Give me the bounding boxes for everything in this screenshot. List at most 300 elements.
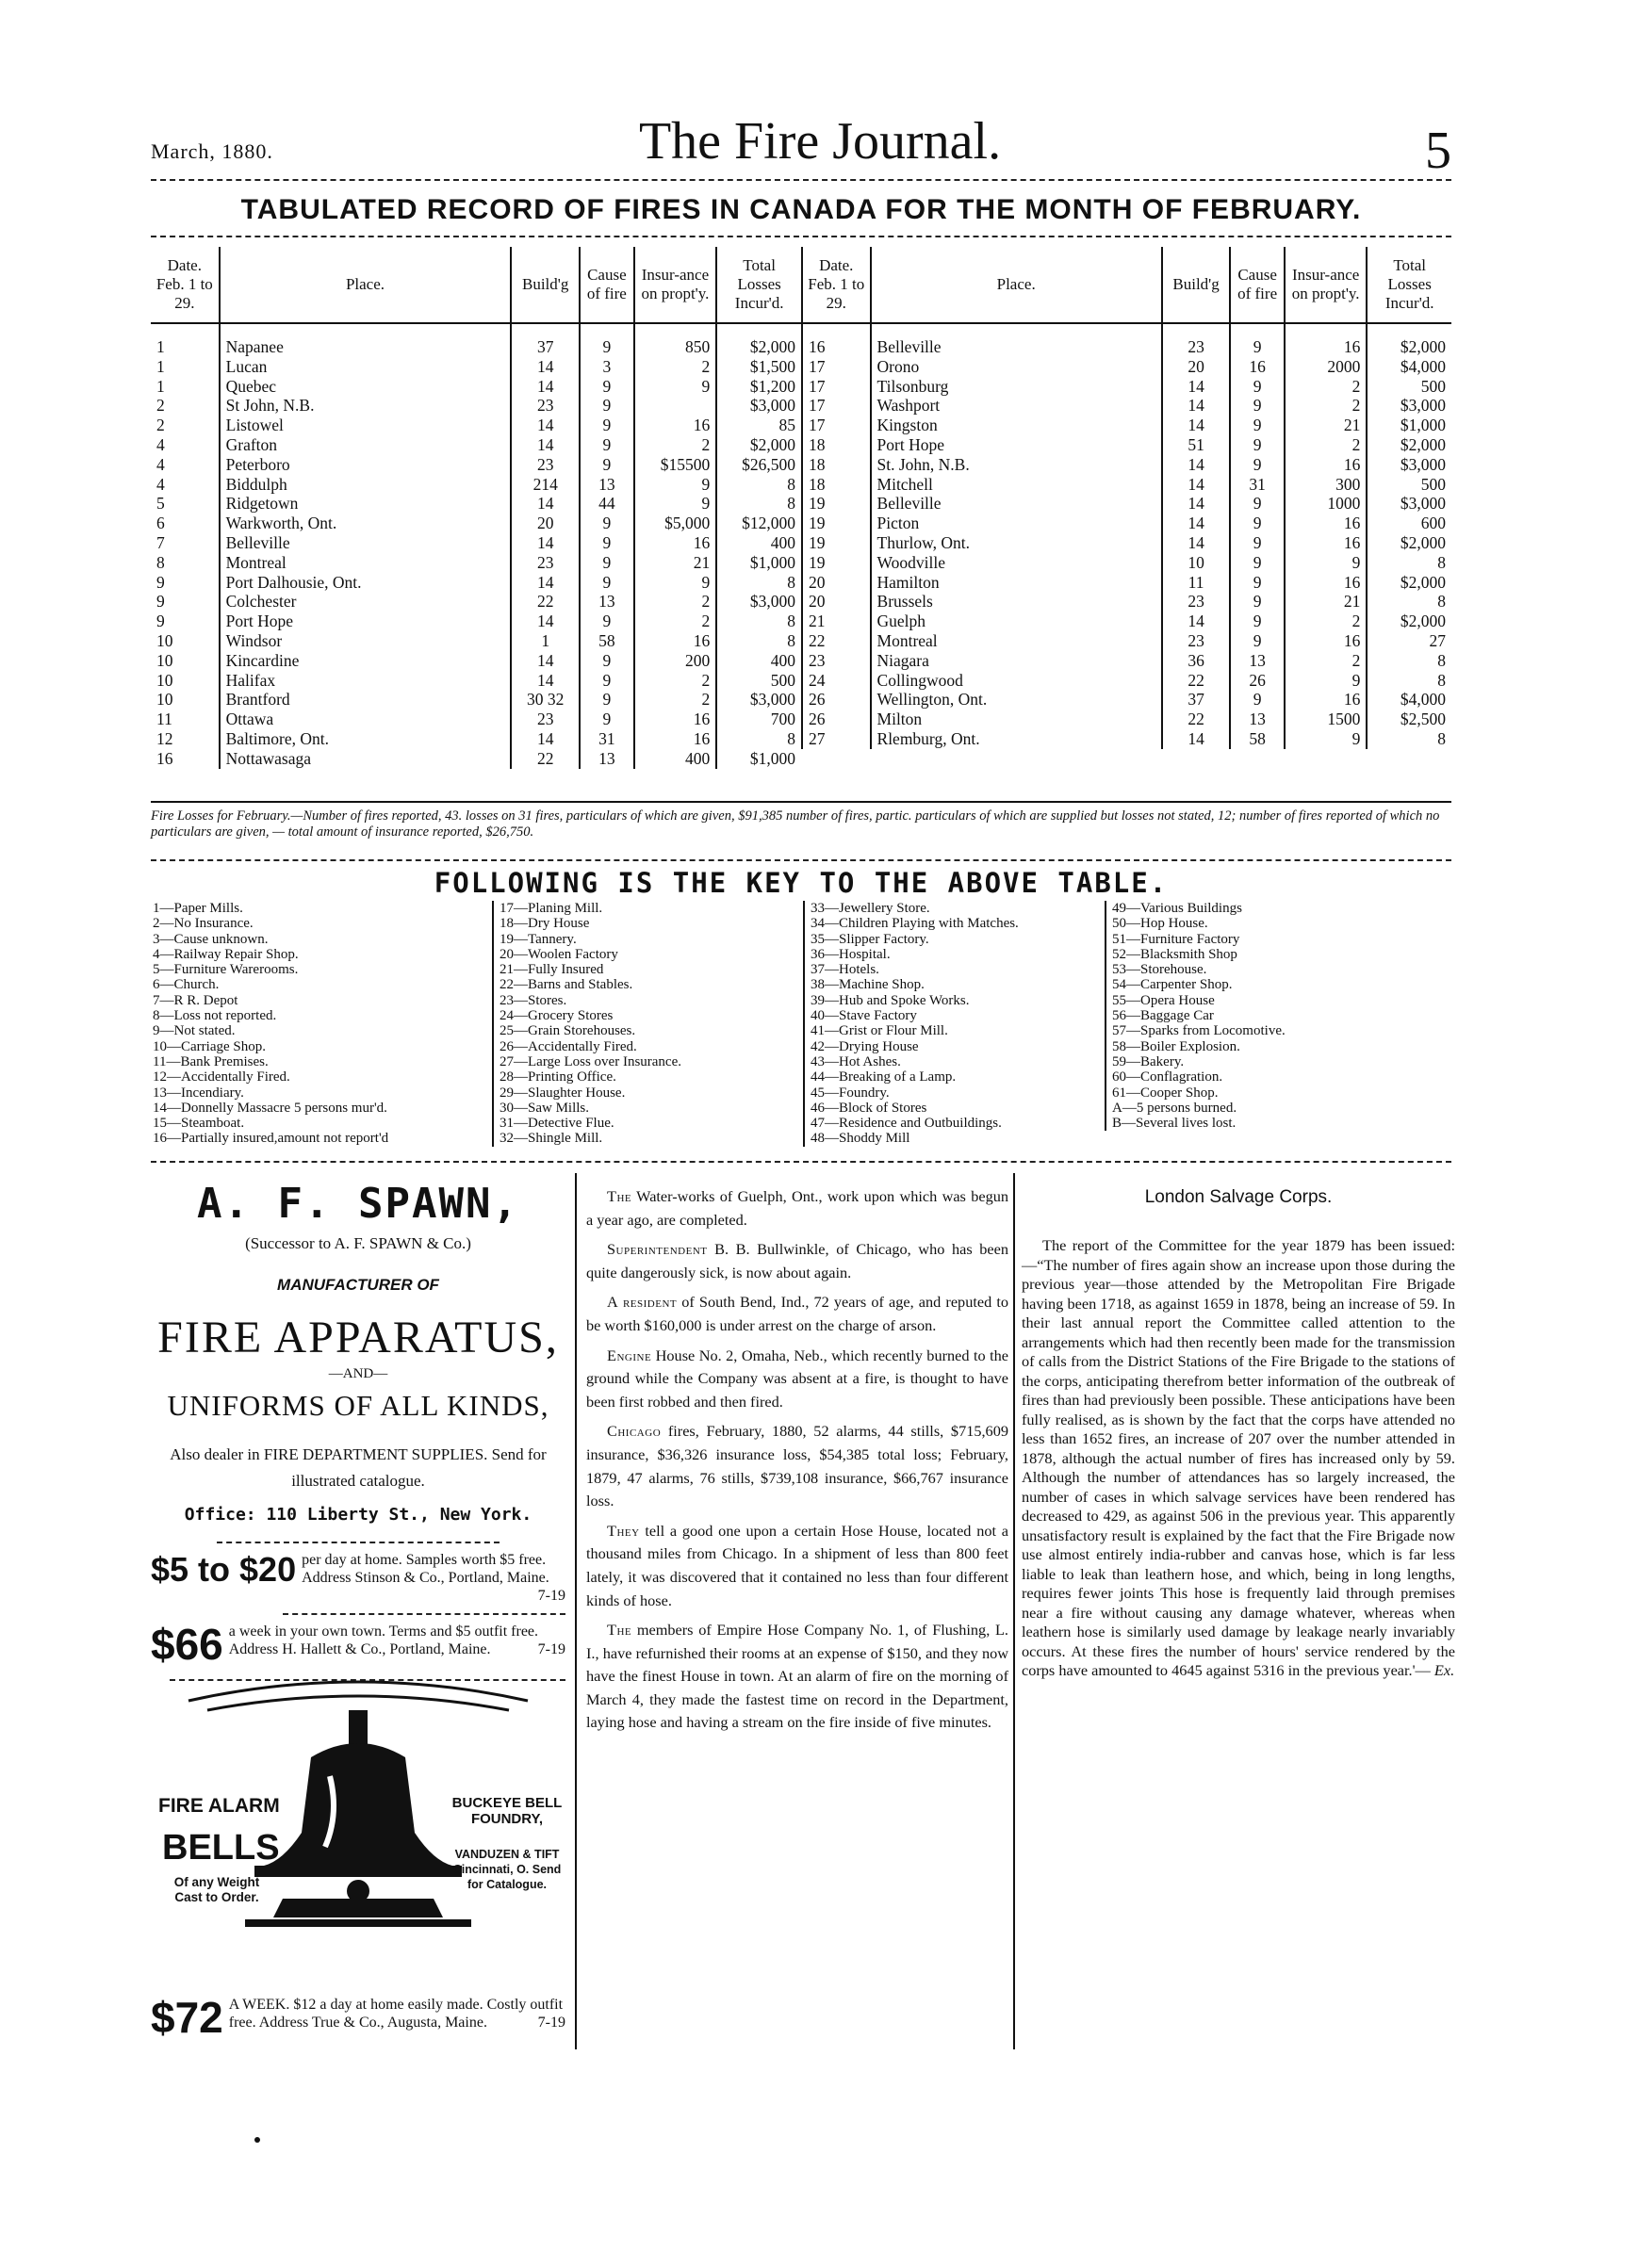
total-loss-cell: $2,000 <box>1367 612 1451 631</box>
date-cell: 23 <box>802 651 871 671</box>
key-entry: 51—Furniture Factory <box>1112 931 1240 947</box>
total-loss-cell: 8 <box>1367 553 1451 573</box>
place-cell: Port Dalhousie, Ont. <box>220 573 512 593</box>
total-loss-cell: $3,000 <box>1367 396 1451 416</box>
place-cell: Windsor <box>220 631 512 651</box>
building-cell: 23 <box>511 396 580 416</box>
key-entry: 42—Drying House <box>811 1038 919 1054</box>
insurance-cell: 850 <box>634 323 717 357</box>
cause-cell: 16 <box>1230 357 1285 377</box>
fire-table-row <box>802 494 1451 514</box>
ad-66-price: $66 <box>151 1620 223 1669</box>
total-loss-cell: $1,000 <box>1367 416 1451 435</box>
key-entry: 37—Hotels. <box>811 962 879 978</box>
total-loss-cell: $3,000 <box>716 592 801 612</box>
place-cell: Montreal <box>220 553 512 573</box>
total-loss-cell: $2,000 <box>1367 435 1451 455</box>
fire-table-row <box>151 377 801 397</box>
date-cell: 16 <box>156 748 173 768</box>
key-entry: 23—Stores. <box>500 992 567 1008</box>
insurance-cell: 16 <box>1285 455 1367 475</box>
cause-cell: 13 <box>580 749 634 769</box>
total-loss-cell: 8 <box>716 573 801 593</box>
place-cell: Woodville <box>871 553 1162 573</box>
key-entry: 28—Printing Office. <box>500 1069 616 1085</box>
cause-cell: 9 <box>1230 631 1285 651</box>
key-entry: B—Several lives lost. <box>1112 1116 1237 1132</box>
place-cell: Belleville <box>220 533 512 553</box>
place-cell: Halifax <box>220 671 512 691</box>
place-cell: St. John, N.B. <box>871 455 1162 475</box>
news-item <box>586 1520 1008 1612</box>
cause-cell: 44 <box>580 494 634 514</box>
key-column-1 <box>153 901 492 1147</box>
building-cell: 14 <box>511 494 580 514</box>
total-loss-cell: $2,000 <box>1367 533 1451 553</box>
fire-table-row <box>151 494 801 514</box>
news-item-text: tell a good one upon a certain Hose House, located not a thousand miles from Chicago. In a shipment of less than 800 feet lately, it was discovered that it contained no less than four different kinds of hose. <box>586 1521 1008 1609</box>
ad-divider <box>283 1613 565 1615</box>
news-item <box>586 1619 1008 1735</box>
building-cell: 14 <box>511 357 580 377</box>
ad-72-code: 7-19 <box>537 2015 565 2031</box>
cause-cell: 9 <box>1230 592 1285 612</box>
date-cell: 4 <box>156 454 165 474</box>
cause-cell: 9 <box>580 671 634 691</box>
total-loss-cell: 500 <box>716 671 801 691</box>
cause-cell: 9 <box>580 455 634 475</box>
building-cell: 14 <box>1162 416 1231 435</box>
cause-cell: 58 <box>1230 729 1285 749</box>
key-entry: 41—Grist or Flour Mill. <box>811 1023 948 1039</box>
place-cell: Belleville <box>871 494 1162 514</box>
cause-cell: 9 <box>1230 533 1285 553</box>
place-cell: Grafton <box>220 435 512 455</box>
column-rule-1 <box>575 1173 577 2049</box>
key-entry: 5—Furniture Warerooms. <box>153 962 299 978</box>
spawn-ad-name: A. F. SPAWN, <box>197 1180 519 1228</box>
salvage-article-text: The report of the Committee for the year 1879 has been issued:—“The number of fires again show an increase upon those during the previous year—those attended by the Metropolitan Fire Brigade having been 1718, as against 1659 in 1878, being an increase of 59. In their last annual report the Committee called attention to the arrangements which had then recently been made for the transmission of calls from the District Stations of the Fire Brigade to the stations of the corps, anticipating therefrom better information of the outbreak of fires than had previously been possible. These anticipations have been fully realised, as is shown by the fact that the corps have attended no less than 1652 fires, an increase of 207 over the number attended in 1878, although the actual number of fires has increased only by 59. Although the number of attendances has so largely increased, the number of cases in which salvage services have been rendered has decreased to 429, as against 506 in the previous year. This apparently unsatisfactory result is explained by the fact that the Fire Brigade now use almost entirely india-rubber and canvas hose, which is far less liable to leak than leathern hose, and which, being in long lengths, requires fewer joints This hose is frequently laid through premises near a fire without causing any damage whatever, whereas when leathern hose is similarly used damage by leakage nearly invariably occurs. At these fires the number of hours' service rendered by the corps have amounted to 4645 against 5316 in the previous year.'— <box>1022 1236 1455 1679</box>
salvage-article-source: Ex. <box>1433 1661 1455 1679</box>
total-loss-cell: $12,000 <box>716 514 801 533</box>
ad-divider <box>217 1542 500 1543</box>
date-cell: 16 <box>802 323 871 357</box>
news-item <box>586 1185 1008 1232</box>
fire-table-row <box>151 357 801 377</box>
news-item-text: B. B. Bullwinkle, of Chicago, who has been quite dangerously sick, is now about again. <box>586 1240 1008 1281</box>
fire-table-row <box>151 455 801 475</box>
cause-cell: 9 <box>580 323 634 357</box>
total-loss-cell: $3,000 <box>716 396 801 416</box>
insurance-cell: $5,000 <box>634 514 717 533</box>
building-cell: 14 <box>1162 455 1231 475</box>
building-cell: 14 <box>511 573 580 593</box>
place-cell: Brussels <box>871 592 1162 612</box>
insurance-cell: 16 <box>1285 690 1367 710</box>
place-cell: Colchester <box>220 592 512 612</box>
insurance-cell: 1500 <box>1285 710 1367 729</box>
cause-cell: 31 <box>580 729 634 749</box>
col-header-insurance: Insur-ance on propt'y. <box>634 247 717 323</box>
key-bottom-divider <box>151 1161 1451 1163</box>
news-item-lead: Chicago <box>607 1422 662 1441</box>
insurance-cell: 1000 <box>1285 494 1367 514</box>
place-cell: Thurlow, Ont. <box>871 533 1162 553</box>
cause-cell: 9 <box>580 651 634 671</box>
total-loss-cell: 85 <box>716 416 801 435</box>
insurance-cell: 2 <box>634 671 717 691</box>
header-divider <box>151 179 1451 181</box>
place-cell: Kingston <box>871 416 1162 435</box>
date-cell: 17 <box>802 357 871 377</box>
place-cell: Peterboro <box>220 455 512 475</box>
fire-table-row <box>151 592 801 612</box>
building-cell: 10 <box>1162 553 1231 573</box>
ad-72 <box>151 1993 565 2042</box>
key-entry: 46—Block of Stores <box>811 1100 927 1116</box>
insurance-cell: 16 <box>634 729 717 749</box>
key-entry: 48—Shoddy Mill <box>811 1131 910 1147</box>
key-entry: 55—Opera House <box>1112 992 1215 1008</box>
key-entry: 22—Barns and Stables. <box>500 977 633 993</box>
total-loss-cell: $1,500 <box>716 357 801 377</box>
key-entry: 10—Carriage Shop. <box>153 1038 266 1054</box>
key-heading: FOLLOWING IS THE KEY TO THE ABOVE TABLE. <box>434 867 1169 899</box>
total-loss-cell: $3,000 <box>1367 455 1451 475</box>
insurance-cell: 9 <box>1285 729 1367 749</box>
cause-cell: 3 <box>580 357 634 377</box>
building-cell: 36 <box>1162 651 1231 671</box>
cause-cell: 9 <box>1230 553 1285 573</box>
insurance-cell: $15500 <box>634 455 717 475</box>
key-entry: 43—Hot Ashes. <box>811 1053 901 1069</box>
fire-table-right <box>801 247 1451 749</box>
date-cell: 12 <box>156 728 173 748</box>
fire-table-row <box>802 455 1451 475</box>
key-entry: 3—Cause unknown. <box>153 931 269 947</box>
building-cell: 1 <box>511 631 580 651</box>
building-cell: 20 <box>1162 357 1231 377</box>
spawn-ad-and: —AND— <box>328 1366 388 1381</box>
place-cell: Hamilton <box>871 573 1162 593</box>
building-cell: 14 <box>1162 729 1231 749</box>
col-header-insurance: Insur-ance on propt'y. <box>1285 247 1367 323</box>
table-top-divider <box>151 236 1451 237</box>
insurance-cell: 2 <box>1285 377 1367 397</box>
col-header-place: Place. <box>871 247 1162 323</box>
ad-5-to-20-text: per day at home. Samples worth $5 free. Address Stinson & Co., Portland, Maine. <box>302 1552 549 1586</box>
building-cell: 23 <box>511 710 580 729</box>
insurance-cell: 2 <box>634 435 717 455</box>
date-cell: 19 <box>802 494 871 514</box>
insurance-cell: 9 <box>634 475 717 495</box>
news-item-lead: Superintendent <box>607 1240 708 1259</box>
key-column-3 <box>803 901 1112 1147</box>
date-cell: 20 <box>802 592 871 612</box>
place-cell: Baltimore, Ont. <box>220 729 512 749</box>
insurance-cell: 2 <box>1285 612 1367 631</box>
fire-table-row <box>802 612 1451 631</box>
total-loss-cell: 8 <box>716 631 801 651</box>
news-item-lead: The <box>607 1187 632 1205</box>
col-header-date: Date. Feb. 1 to 29. <box>802 247 871 323</box>
insurance-cell: 16 <box>1285 533 1367 553</box>
cause-cell: 9 <box>1230 416 1285 435</box>
fire-table-row <box>151 475 801 495</box>
fire-table-row <box>151 553 801 573</box>
key-entry: 4—Railway Repair Shop. <box>153 946 299 962</box>
news-item-text: House No. 2, Omaha, Neb., which recently burned to the ground while the Company was absent at a fire, is thought to have been first robbed and then fired. <box>586 1346 1009 1411</box>
place-cell: Quebec <box>220 377 512 397</box>
key-entry: 7—R R. Depot <box>153 992 238 1008</box>
date-cell: 19 <box>802 553 871 573</box>
place-cell: St John, N.B. <box>220 396 512 416</box>
ad-5-to-20 <box>151 1551 565 1605</box>
key-entry: 1—Paper Mills. <box>153 901 243 916</box>
key-entry: 20—Woolen Factory <box>500 946 618 962</box>
date-cell: 9 <box>156 592 165 612</box>
key-entry: 17—Planing Mill. <box>500 901 603 916</box>
fire-table-row <box>802 710 1451 729</box>
cause-cell: 13 <box>1230 651 1285 671</box>
col-header-total-losses: Total Losses Incur'd. <box>1367 247 1451 323</box>
building-cell: 14 <box>511 671 580 691</box>
date-cell: 8 <box>156 552 165 572</box>
key-entry: 57—Sparks from Locomotive. <box>1112 1023 1286 1039</box>
total-loss-cell: 8 <box>716 729 801 749</box>
key-entry: 60—Conflagration. <box>1112 1069 1223 1085</box>
total-loss-cell: $1,200 <box>716 377 801 397</box>
date-cell: 9 <box>156 612 165 631</box>
key-entry: 25—Grain Storehouses. <box>500 1023 636 1039</box>
date-cell: 7 <box>156 532 165 552</box>
cause-cell: 9 <box>1230 514 1285 533</box>
total-loss-cell: $2,000 <box>1367 323 1451 357</box>
key-entry: 36—Hospital. <box>811 946 891 962</box>
building-cell: 14 <box>511 435 580 455</box>
ad-66 <box>151 1620 565 1669</box>
place-cell: Niagara <box>871 651 1162 671</box>
fire-table-row <box>151 323 801 357</box>
column-rule-2 <box>1013 1173 1015 2049</box>
place-cell: Napanee <box>220 323 512 357</box>
key-entry: 59—Bakery. <box>1112 1053 1185 1069</box>
date-cell: 9 <box>156 572 165 592</box>
bell-ad-foundry-name: BUCKEYE BELL FOUNDRY, <box>451 1795 563 1827</box>
total-loss-cell: 8 <box>716 494 801 514</box>
date-cell: 26 <box>802 690 871 710</box>
key-column-2 <box>492 901 811 1147</box>
cause-cell: 9 <box>1230 455 1285 475</box>
place-cell: Lucan <box>220 357 512 377</box>
cause-cell: 9 <box>580 377 634 397</box>
cause-cell: 9 <box>1230 323 1285 357</box>
spawn-ad-uniforms: UNIFORMS OF ALL KINDS, <box>167 1389 549 1422</box>
date-cell: 24 <box>802 671 871 691</box>
fire-table-row <box>802 592 1451 612</box>
key-entry: 27—Large Loss over Insurance. <box>500 1053 681 1069</box>
fire-table-row <box>802 357 1451 377</box>
insurance-cell: 16 <box>1285 323 1367 357</box>
total-loss-cell: 27 <box>1367 631 1451 651</box>
building-cell: 14 <box>1162 533 1231 553</box>
total-loss-cell: 500 <box>1367 377 1451 397</box>
key-entry: 11—Bank Premises. <box>153 1053 269 1069</box>
building-cell: 14 <box>1162 475 1231 495</box>
building-cell: 14 <box>1162 612 1231 631</box>
ad-66-code: 7-19 <box>537 1641 565 1657</box>
issue-date: March, 1880. <box>151 139 273 163</box>
total-loss-cell: 700 <box>716 710 801 729</box>
fire-table-row <box>802 533 1451 553</box>
building-cell: 23 <box>1162 631 1231 651</box>
total-loss-cell: $1,000 <box>716 749 801 769</box>
place-cell: Picton <box>871 514 1162 533</box>
cause-cell: 13 <box>580 475 634 495</box>
place-cell: Wellington, Ont. <box>871 690 1162 710</box>
date-cell: 5 <box>156 494 165 514</box>
fire-table-row <box>802 435 1451 455</box>
ad-5-to-20-code: 7-19 <box>537 1588 565 1604</box>
news-item-text: fires, February, 1880, 52 alarms, 44 stills, $715,609 insurance, $36,326 insurance loss, $54,385 total loss; February, 1879, 47 alarms, 76 stills, $739,108 insurance, $66,767 insurance loss. <box>586 1422 1008 1510</box>
place-cell: Rlemburg, Ont. <box>871 729 1162 749</box>
insurance-cell: 9 <box>634 494 717 514</box>
fire-table-row <box>151 612 801 631</box>
key-entry: A—5 persons burned. <box>1112 1100 1237 1116</box>
date-cell: 19 <box>802 533 871 553</box>
date-cell: 11 <box>156 710 172 729</box>
cause-cell: 13 <box>580 592 634 612</box>
total-loss-cell: 8 <box>1367 729 1451 749</box>
fire-table-row <box>151 573 801 593</box>
cause-cell: 9 <box>1230 612 1285 631</box>
insurance-cell: 9 <box>634 573 717 593</box>
cause-cell: 9 <box>580 533 634 553</box>
total-loss-cell: $3,000 <box>1367 494 1451 514</box>
ad-5-to-20-price: $5 to $20 <box>151 1550 297 1589</box>
date-cell: 10 <box>156 630 173 650</box>
insurance-cell: 2 <box>1285 651 1367 671</box>
place-cell: Listowel <box>220 416 512 435</box>
key-entry: 56—Baggage Car <box>1112 1008 1214 1024</box>
date-cell: 18 <box>802 455 871 475</box>
place-cell: Guelph <box>871 612 1162 631</box>
insurance-cell: 9 <box>634 377 717 397</box>
date-cell: 17 <box>802 416 871 435</box>
building-cell: 14 <box>1162 377 1231 397</box>
insurance-cell: 16 <box>634 533 717 553</box>
spawn-ad-office: Office: 110 Liberty St., New York. <box>184 1505 532 1525</box>
key-entry: 53—Storehouse. <box>1112 962 1207 978</box>
date-cell: 10 <box>156 650 173 670</box>
news-item <box>586 1345 1008 1414</box>
news-item-text: of South Bend, Ind., 72 years of age, and reputed to be worth $160,000 is under arrest on the charge of arson. <box>586 1293 1008 1334</box>
key-entry: 45—Foundry. <box>811 1085 890 1101</box>
news-item-lead: A resident <box>607 1293 678 1312</box>
key-entry: 8—Loss not reported. <box>153 1008 277 1024</box>
key-entry: 9—Not stated. <box>153 1023 236 1039</box>
key-entry: 29—Slaughter House. <box>500 1085 626 1101</box>
key-entry: 2—No Insurance. <box>153 916 254 932</box>
building-cell: 14 <box>511 533 580 553</box>
key-entry: 35—Slipper Factory. <box>811 931 929 947</box>
building-cell: 30 32 <box>511 690 580 710</box>
building-cell: 23 <box>511 455 580 475</box>
key-entry: 54—Carpenter Shop. <box>1112 977 1233 993</box>
insurance-cell: 200 <box>634 651 717 671</box>
cause-cell: 9 <box>1230 396 1285 416</box>
key-entry: 39—Hub and Spoke Works. <box>811 992 970 1008</box>
building-cell: 51 <box>1162 435 1231 455</box>
insurance-cell: 2 <box>634 612 717 631</box>
total-loss-cell: $4,000 <box>1367 690 1451 710</box>
date-cell: 18 <box>802 475 871 495</box>
total-loss-cell: $2,000 <box>1367 573 1451 593</box>
building-cell: 23 <box>1162 323 1231 357</box>
date-cell: 2 <box>156 396 165 416</box>
key-entry: 18—Dry House <box>500 916 590 932</box>
key-entry: 32—Shingle Mill. <box>500 1131 603 1147</box>
building-cell: 37 <box>1162 690 1231 710</box>
col-header-total-losses: Total Losses Incur'd. <box>716 247 801 323</box>
fire-losses-summary: Fire Losses for February.—Number of fires reported, 43. losses on 31 fires, particulars of which are given, $91,385 number of fires, partic. particulars of which are supplied but losses not stated, 12; number of fires reported of which no particulars are given, — total amount of insurance reported, $26,750. <box>151 808 1440 840</box>
date-cell: 17 <box>802 377 871 397</box>
table-bottom-rule <box>151 801 1451 803</box>
building-cell: 22 <box>1162 710 1231 729</box>
bell-ad-cast-to-order: Of any Weight Cast to Order. <box>173 1875 260 1904</box>
insurance-cell: 16 <box>634 416 717 435</box>
news-item <box>586 1420 1008 1512</box>
date-cell: 19 <box>802 514 871 533</box>
key-entry: 13—Incendiary. <box>153 1085 244 1101</box>
news-item-text: Water-works of Guelph, Ont., work upon which was begun a year ago, are completed. <box>586 1187 1008 1229</box>
cause-cell: 9 <box>580 553 634 573</box>
date-cell: 27 <box>802 729 871 749</box>
key-entry: 14—Donnelly Massacre 5 persons mur'd. <box>153 1100 387 1116</box>
total-loss-cell: $2,000 <box>716 323 801 357</box>
place-cell: Biddulph <box>220 475 512 495</box>
insurance-cell: 2 <box>634 690 717 710</box>
place-cell: Orono <box>871 357 1162 377</box>
insurance-cell: 2 <box>1285 435 1367 455</box>
key-top-divider <box>151 859 1451 861</box>
key-entry: 44—Breaking of a Lamp. <box>811 1069 957 1085</box>
cause-cell: 9 <box>1230 494 1285 514</box>
journal-title: The Fire Journal. <box>638 112 1002 171</box>
cause-cell: 9 <box>580 435 634 455</box>
fire-table-row <box>802 377 1451 397</box>
place-cell: Port Hope <box>871 435 1162 455</box>
fire-table-row <box>802 631 1451 651</box>
cause-cell: 9 <box>580 612 634 631</box>
total-loss-cell: 600 <box>1367 514 1451 533</box>
insurance-cell: 2 <box>634 357 717 377</box>
cause-cell: 9 <box>580 416 634 435</box>
place-cell: Tilsonburg <box>871 377 1162 397</box>
key-entry: 24—Grocery Stores <box>500 1008 614 1024</box>
cause-cell: 9 <box>580 690 634 710</box>
total-loss-cell: 8 <box>716 612 801 631</box>
insurance-cell: 2 <box>1285 396 1367 416</box>
place-cell: Belleville <box>871 323 1162 357</box>
insurance-cell <box>634 396 717 416</box>
fire-table-row <box>802 323 1451 357</box>
building-cell: 14 <box>1162 396 1231 416</box>
place-cell: Ottawa <box>220 710 512 729</box>
place-cell: Washport <box>871 396 1162 416</box>
insurance-cell: 16 <box>1285 573 1367 593</box>
total-loss-cell: $4,000 <box>1367 357 1451 377</box>
